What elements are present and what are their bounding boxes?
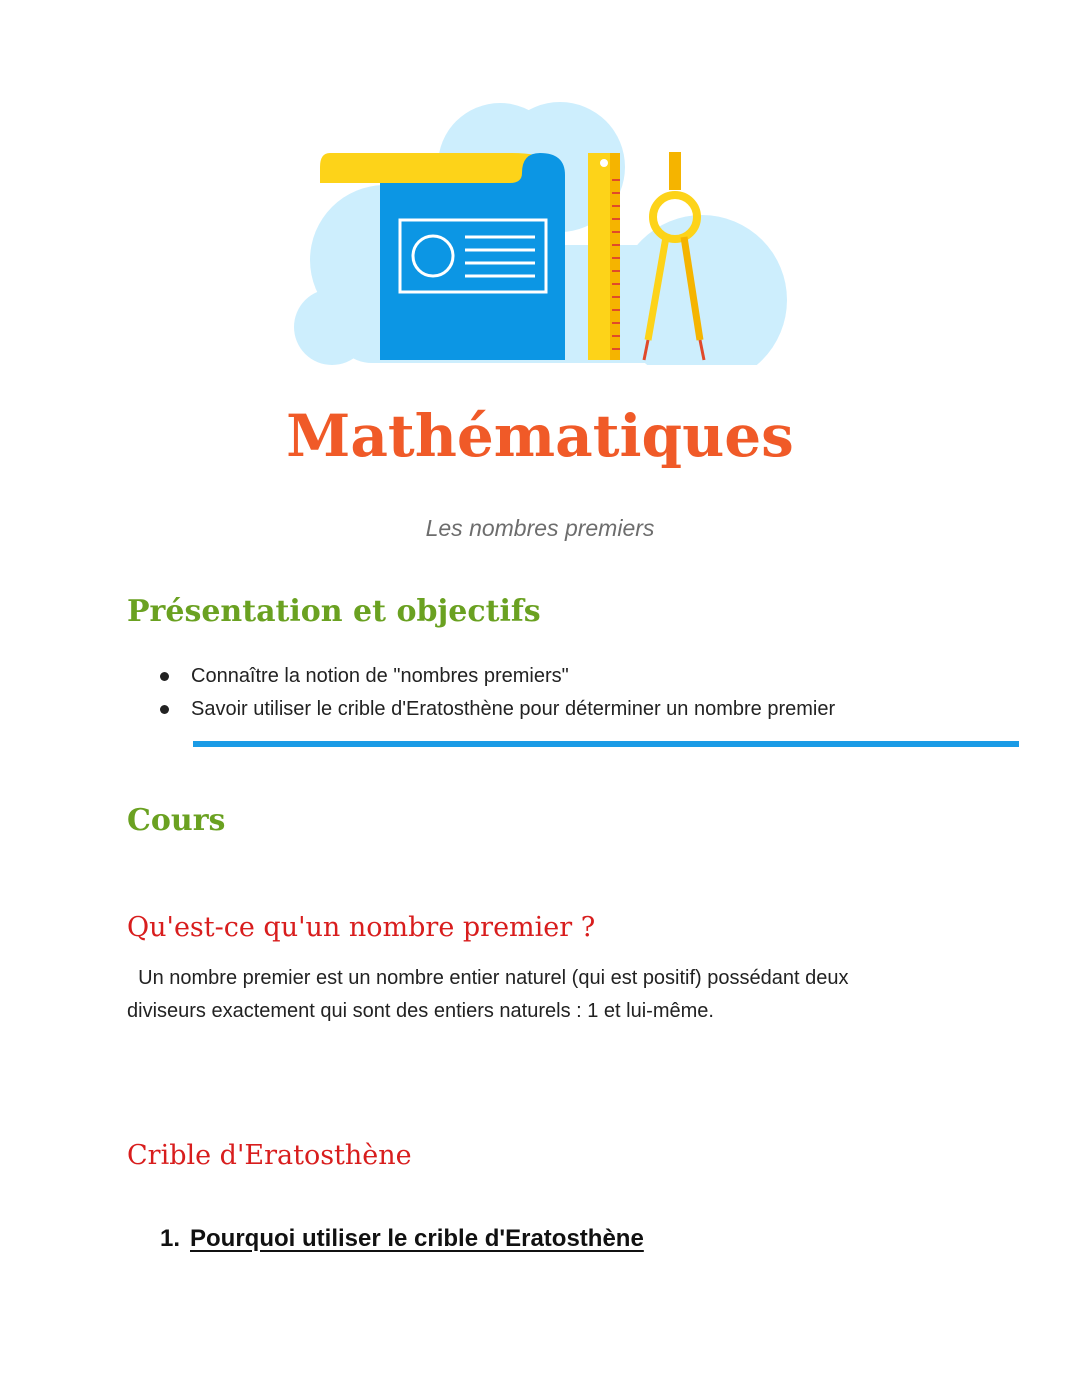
subsection-heading-prime-definition: Qu'est-ce qu'un nombre premier ?	[127, 912, 596, 943]
ruler-icon	[588, 153, 620, 360]
math-illustration	[290, 95, 790, 365]
list-item-text: Connaître la notion de "nombres premiers"	[191, 665, 569, 687]
objectives-list	[160, 660, 835, 726]
section-heading-cours: Cours	[127, 803, 226, 838]
section-divider	[193, 741, 1019, 747]
list-item-text: Savoir utiliser le crible d'Eratosthène pour déterminer un nombre premier	[191, 698, 836, 720]
page-subtitle: Les nombres premiers	[425, 515, 655, 541]
bullet-icon	[160, 672, 169, 681]
list-item	[160, 693, 835, 726]
prime-definition-paragraph: Un nombre premier est un nombre entier naturel (qui est positif) possédant deux diviseurs exactement qui sont des entiers naturels : 1 et lui-même.	[127, 967, 855, 1022]
list-item-number: 1.	[160, 1225, 181, 1252]
bullet-icon	[160, 705, 169, 714]
section-heading-presentation: Présentation et objectifs	[127, 594, 541, 629]
subsection-heading-sieve: Crible d'Eratosthène	[127, 1140, 412, 1171]
list-item	[160, 660, 835, 693]
numbered-list-item	[160, 1225, 644, 1253]
page-title: Mathématiques	[286, 402, 794, 470]
list-item-underlined-text: Pourquoi utiliser le crible d'Eratosthène	[190, 1225, 644, 1252]
